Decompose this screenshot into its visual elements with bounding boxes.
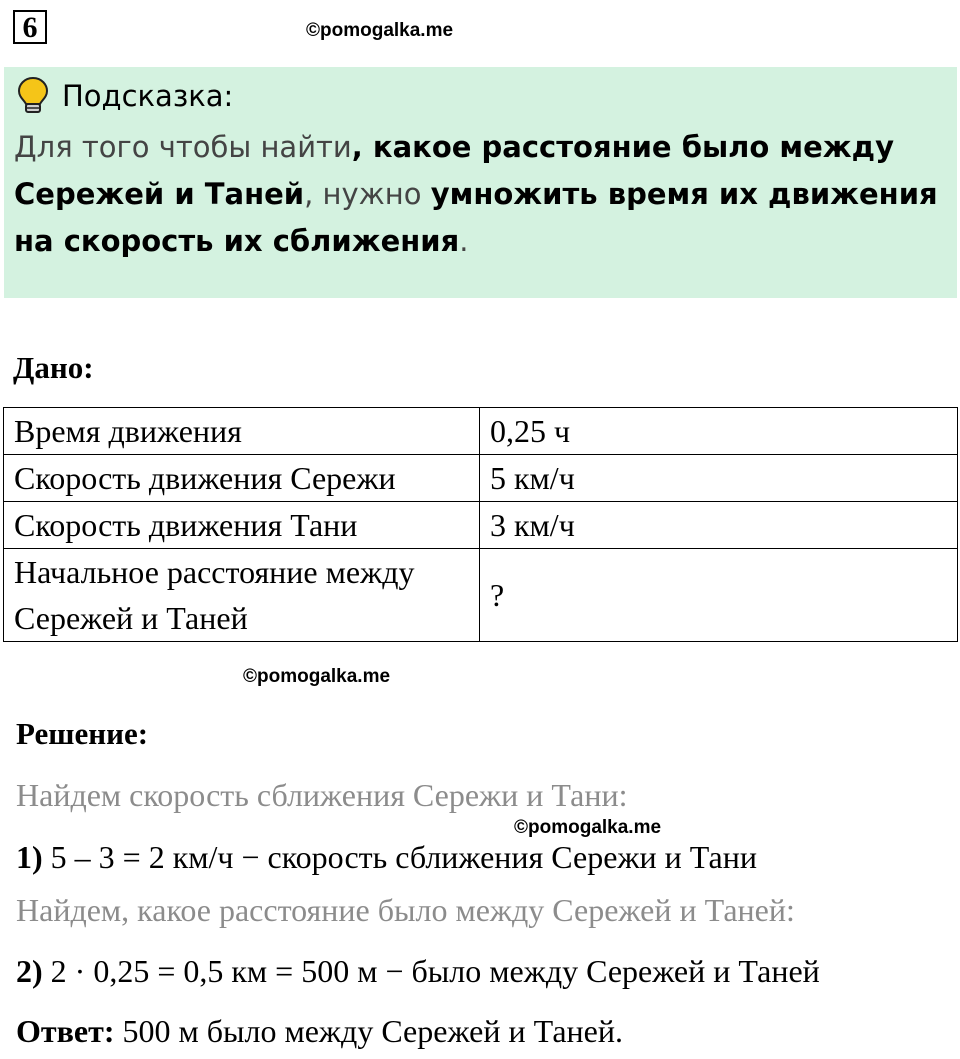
step2-line [16, 953, 820, 990]
hint-text [14, 124, 944, 265]
row-value: ? [480, 549, 958, 642]
row-value: 5 км/ч [480, 455, 958, 502]
table-row [4, 408, 958, 455]
step1-text: 5 – 3 = 2 км/ч − скорость сближения Сережи и Тани [42, 839, 757, 875]
hint-title-text: Подсказка: [62, 79, 234, 113]
lightbulb-icon [16, 76, 50, 116]
hint-segment: умножить время их движения на скорость их сближения [14, 177, 938, 258]
step2-intro: Найдем, какое расстояние было между Сережей и Таней: [16, 892, 795, 928]
table-row [4, 455, 958, 502]
step2-text: 2 · 0,25 = 0,5 км = 500 м − было между Сережей и Таней [42, 953, 820, 989]
given-heading: Дано: [13, 350, 94, 385]
watermark-middle: ©pomogalka.me [243, 666, 391, 687]
row-value: 0,25 ч [480, 408, 958, 455]
given-table [3, 407, 958, 642]
watermark-top: ©pomogalka.me [306, 20, 454, 41]
watermark-bottom: ©pomogalka.me [514, 817, 662, 838]
hint-segment: , нужно [304, 177, 431, 211]
table-row [4, 502, 958, 549]
table-row [4, 549, 958, 642]
row-value: 3 км/ч [480, 502, 958, 549]
task-number: 6 [13, 10, 47, 44]
answer-label: Ответ: [16, 1013, 115, 1049]
row-label: Начальное расстояние между Сережей и Таней [4, 549, 480, 642]
solution-heading: Решение: [16, 716, 149, 751]
step1-number: 1) [16, 839, 43, 875]
hint-segment: Для того чтобы найти [14, 130, 352, 164]
row-label: Скорость движения Сережи [4, 455, 480, 502]
step1-line [16, 839, 757, 876]
hint-segment: , какое расстояние было между Сережей и Таней [14, 130, 894, 211]
row-label: Скорость движения Тани [4, 502, 480, 549]
answer-line [16, 1013, 623, 1050]
step2-number: 2) [16, 953, 43, 989]
answer-text: 500 м было между Сережей и Таней. [114, 1013, 623, 1049]
row-label: Время движения [4, 408, 480, 455]
hint-title [16, 76, 233, 116]
step1-intro: Найдем скорость сближения Сережи и Тани: [16, 777, 628, 813]
hint-segment: . [459, 224, 469, 258]
